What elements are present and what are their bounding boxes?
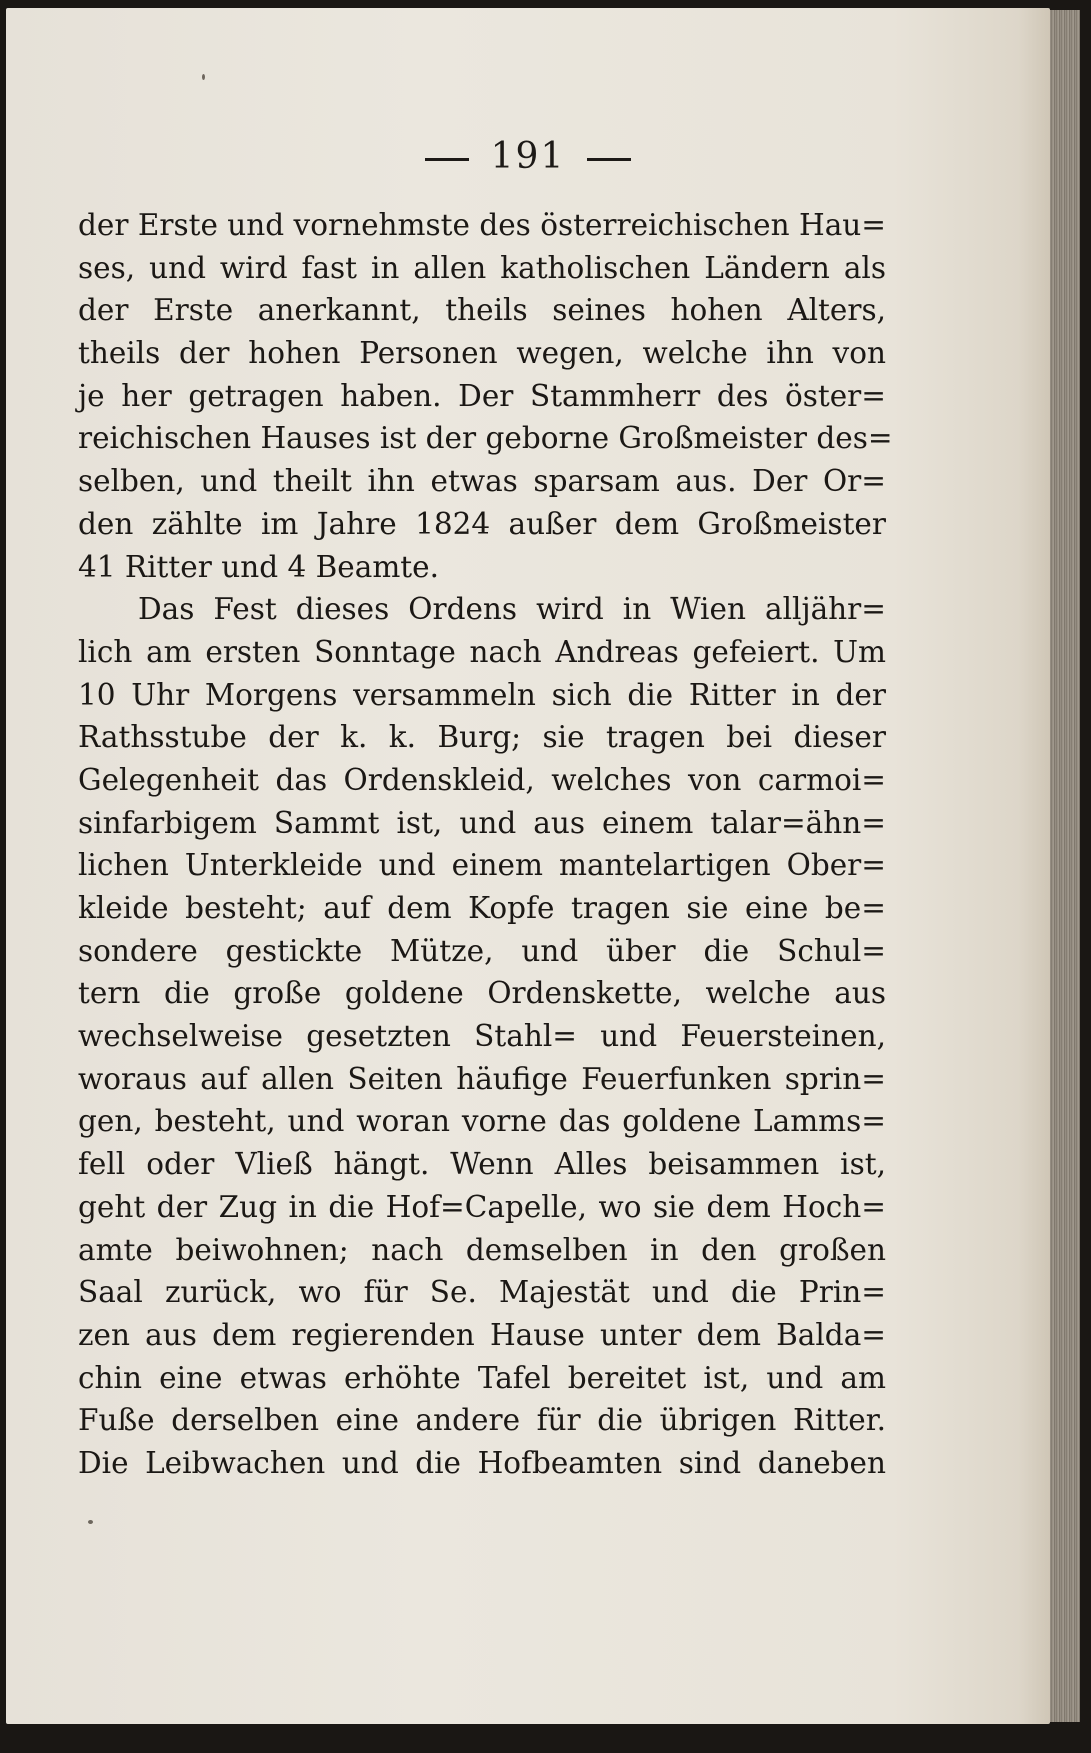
text-line: je her getragen haben. Der Stammherr des öster=: [78, 378, 886, 413]
running-head: [6, 136, 1050, 177]
text-line: selben, und theilt ihn etwas sparsam aus. Der Or=: [78, 464, 886, 499]
text-line: tern die große goldene Ordenskette, welche aus: [78, 976, 886, 1011]
text-line: chin eine etwas erhöhte Tafel bereitet ist, und am: [78, 1360, 886, 1395]
text-line: der Erste anerkannt, theils seines hohen Alters,: [78, 293, 886, 328]
text-line: sinfarbigem Sammt ist, und aus einem talar=ähn=: [78, 805, 886, 840]
text-line: fell oder Vließ hängt. Wenn Alles beisammen ist,: [78, 1147, 886, 1182]
text-line: lich am ersten Sonntage nach Andreas gefeiert. Um: [78, 634, 886, 669]
text-line: den zählte im Jahre 1824 außer dem Großmeister: [78, 506, 886, 541]
text-line: ses, und wird fast in allen katholischen Ländern als: [78, 250, 886, 285]
text-line: Rathsstube der k. k. Burg; sie tragen bei dieser: [78, 720, 886, 755]
paper-speck: [202, 74, 205, 80]
text-line: lichen Unterkleide und einem mantelartigen Ober=: [78, 848, 886, 883]
page-edge-stack: [1050, 10, 1080, 1722]
body-text: [78, 204, 893, 1485]
text-line: wechselweise gesetzten Stahl= und Feuersteinen,: [78, 1019, 886, 1054]
text-line: theils der hohen Personen wegen, welche ihn von: [78, 336, 886, 371]
text-line: gen, besteht, und woran vorne das goldene Lamms=: [78, 1104, 886, 1139]
text-line: zen aus dem regierenden Hause unter dem Balda=: [78, 1317, 886, 1352]
paragraph-end-line: 41 Ritter und 4 Beamte.: [78, 549, 440, 584]
book-page: [6, 8, 1050, 1724]
text-line: amte beiwohnen; nach demselben in den großen: [78, 1232, 886, 1267]
text-line: geht der Zug in die Hof=Capelle, wo sie dem Hoch=: [78, 1189, 886, 1224]
text-line: der Erste und vornehmste des österreichischen Hau=: [78, 208, 886, 242]
catchword-line: Die Leibwachen und die Hofbeamten sind daneben: [78, 1445, 886, 1480]
text-line: sondere gestickte Mütze, und über die Schul=: [78, 933, 886, 968]
paragraph-start-line: Das Fest dieses Ordens wird in Wien alljähr=: [138, 592, 886, 627]
text-line: Saal zurück, wo für Se. Majestät und die Prin=: [78, 1275, 886, 1310]
text-line: woraus auf allen Seiten häufige Feuerfunken sprin=: [78, 1061, 886, 1096]
text-line: 10 Uhr Morgens versammeln sich die Ritter in der: [78, 677, 886, 712]
text-line: Gelegenheit das Ordenskleid, welches von carmoi=: [78, 762, 886, 797]
text-line: Fuße derselben eine andere für die übrigen Ritter.: [78, 1403, 886, 1438]
paper-speck: [88, 1520, 93, 1524]
text-line: kleide besteht; auf dem Kopfe tragen sie eine be=: [78, 891, 886, 925]
right-dash: [587, 158, 631, 161]
page-number: 191: [490, 136, 566, 177]
left-dash: [425, 158, 469, 161]
text-line: reichischen Hauses ist der geborne Großmeister des=: [78, 421, 893, 456]
